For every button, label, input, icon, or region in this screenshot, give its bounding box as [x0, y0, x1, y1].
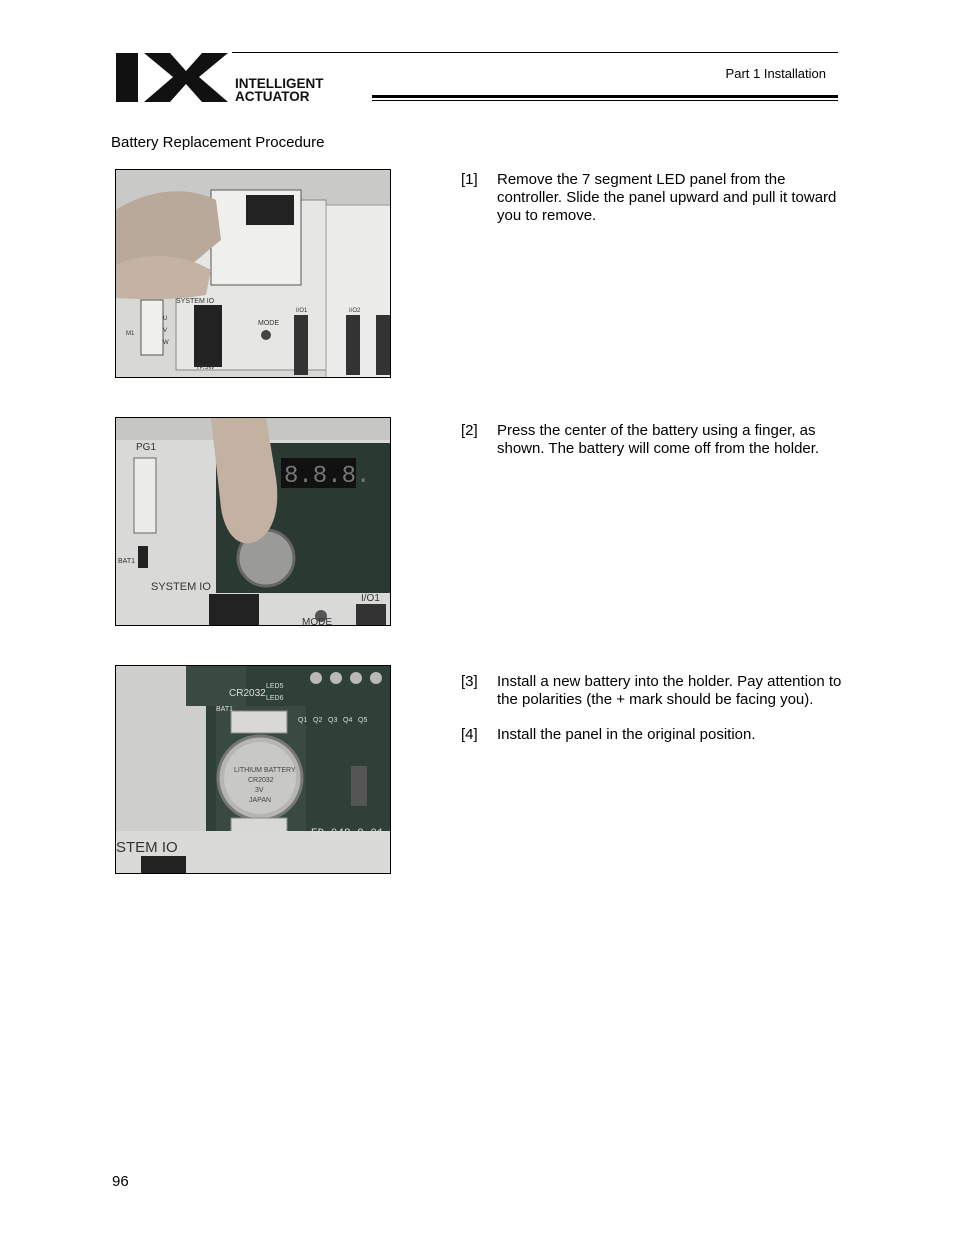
- section-title: Battery Replacement Procedure: [111, 134, 325, 151]
- svg-text:8.8.8.: 8.8.8.: [284, 463, 371, 490]
- svg-text:SYSTEM IO: SYSTEM IO: [176, 298, 215, 305]
- svg-text:M1: M1: [126, 331, 135, 337]
- svg-text:Q2: Q2: [313, 717, 323, 724]
- step-1: [461, 171, 851, 225]
- svg-text:BAT1: BAT1: [216, 706, 233, 713]
- svg-text:V: V: [163, 328, 168, 334]
- svg-text:I/O1: I/O1: [296, 308, 308, 314]
- part-label: Part 1 Installation: [725, 66, 826, 81]
- svg-text:W: W: [163, 340, 169, 346]
- svg-text:I/O2: I/O2: [349, 308, 361, 314]
- page-number: 96: [112, 1173, 129, 1190]
- svg-text:U: U: [163, 316, 168, 322]
- svg-text:Q5: Q5: [358, 717, 368, 724]
- svg-text:CR2032: CR2032: [229, 688, 266, 699]
- svg-text:MODE: MODE: [302, 617, 332, 626]
- photo-install-battery: [115, 665, 391, 874]
- svg-text:LITHIUM BATTERY: LITHIUM BATTERY: [234, 767, 296, 774]
- header-rule-bottom-thick: [372, 95, 838, 98]
- svg-text:LED6: LED6: [266, 695, 284, 702]
- svg-text:LED5: LED5: [266, 683, 284, 690]
- step-number: [4]: [461, 726, 478, 743]
- svg-text:ED-048-9-01: ED-048-9-01: [311, 828, 384, 840]
- svg-text:BAT1: BAT1: [118, 558, 135, 565]
- step-3: [461, 673, 851, 709]
- svg-text:INTELLIGENT: INTELLIGENT: [235, 76, 324, 91]
- step-text: Press the center of the battery using a finger, as shown. The battery will come off from the holder.: [497, 422, 820, 457]
- step-4: [461, 726, 851, 744]
- svg-text:PG1: PG1: [136, 442, 157, 453]
- svg-text:ACTUATOR: ACTUATOR: [235, 89, 310, 104]
- svg-text:Q4: Q4: [343, 717, 353, 724]
- intelligent-actuator-logo: [114, 50, 404, 106]
- step-text: Install a new battery into the holder. Pay attention to the polarities (the + mark should be facing you).: [497, 673, 842, 708]
- step-text: Install the panel in the original position.: [497, 726, 756, 743]
- svg-text:MODE: MODE: [258, 320, 279, 327]
- svg-text:3V: 3V: [255, 787, 264, 794]
- photo-press-battery: [115, 417, 391, 626]
- header-rule-bottom-thin: [372, 100, 838, 101]
- svg-text:Q3: Q3: [328, 717, 338, 724]
- svg-text:SYSTEM IO: SYSTEM IO: [151, 581, 211, 593]
- svg-text:I/O1: I/O1: [361, 593, 380, 604]
- svg-text:CR2032: CR2032: [248, 777, 274, 784]
- header-rule-top: [232, 52, 838, 53]
- svg-text:STEM IO: STEM IO: [116, 839, 178, 856]
- step-text: Remove the 7 segment LED panel from the controller. Slide the panel upward and pull it toward you to remove.: [497, 171, 837, 224]
- svg-text:Q1: Q1: [298, 717, 308, 724]
- svg-text:JAPAN: JAPAN: [249, 797, 272, 804]
- step-2: [461, 422, 851, 458]
- svg-text:TP.SW: TP.SW: [196, 365, 215, 371]
- step-number: [3]: [461, 673, 478, 690]
- step-number: [2]: [461, 422, 478, 439]
- step-number: [1]: [461, 171, 478, 188]
- photo-remove-led-panel: [115, 169, 391, 378]
